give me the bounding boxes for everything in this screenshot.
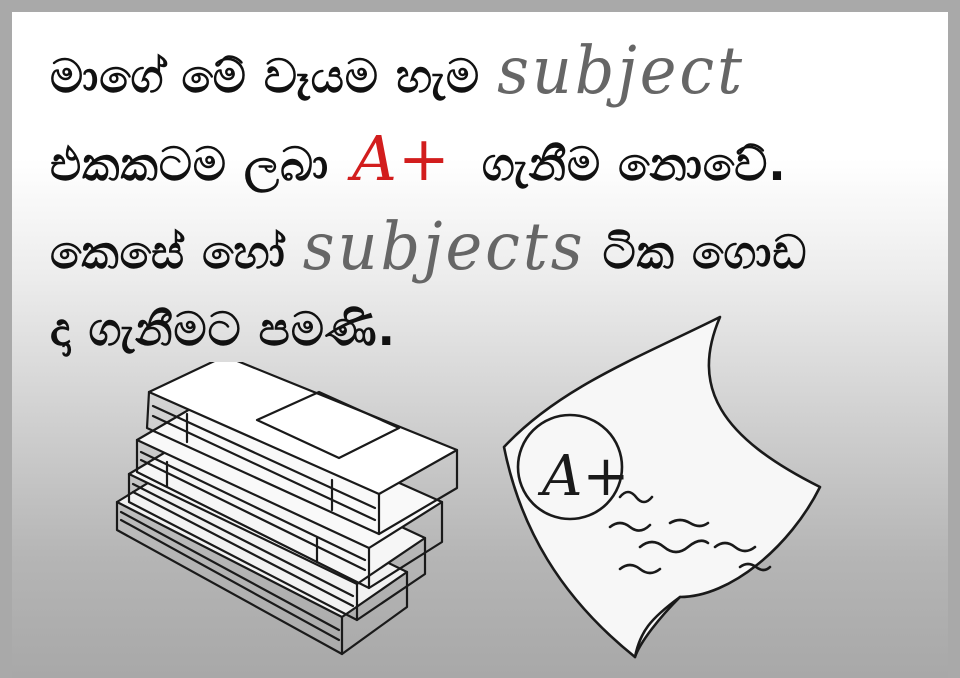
text-line-1 bbox=[50, 34, 745, 107]
line3-sinhala-before: කෙසේ හෝ bbox=[50, 225, 286, 279]
text-line-4 bbox=[50, 302, 396, 358]
paper-grade-text: A+ bbox=[542, 444, 630, 509]
line3-sinhala-after: ටික ගොඩ bbox=[602, 225, 808, 279]
line4-sinhala: දා ගැනීමට පමණි. bbox=[50, 302, 397, 356]
line1-english-word: subject bbox=[497, 32, 746, 109]
poster bbox=[12, 12, 948, 678]
line2-grade: A+ bbox=[352, 122, 451, 195]
line1-sinhala: මාගේ මේ වෑයම හැම bbox=[50, 49, 481, 103]
text-line-2 bbox=[50, 122, 787, 195]
exam-paper-icon bbox=[490, 297, 850, 669]
line2-sinhala-after: ගැනීම නොවේ. bbox=[481, 137, 787, 191]
books-stack-icon bbox=[107, 362, 487, 678]
text-line-3 bbox=[50, 210, 808, 283]
line3-english-word: subjects bbox=[302, 208, 586, 285]
line2-sinhala-before: එකකටම ලබා bbox=[50, 137, 330, 191]
